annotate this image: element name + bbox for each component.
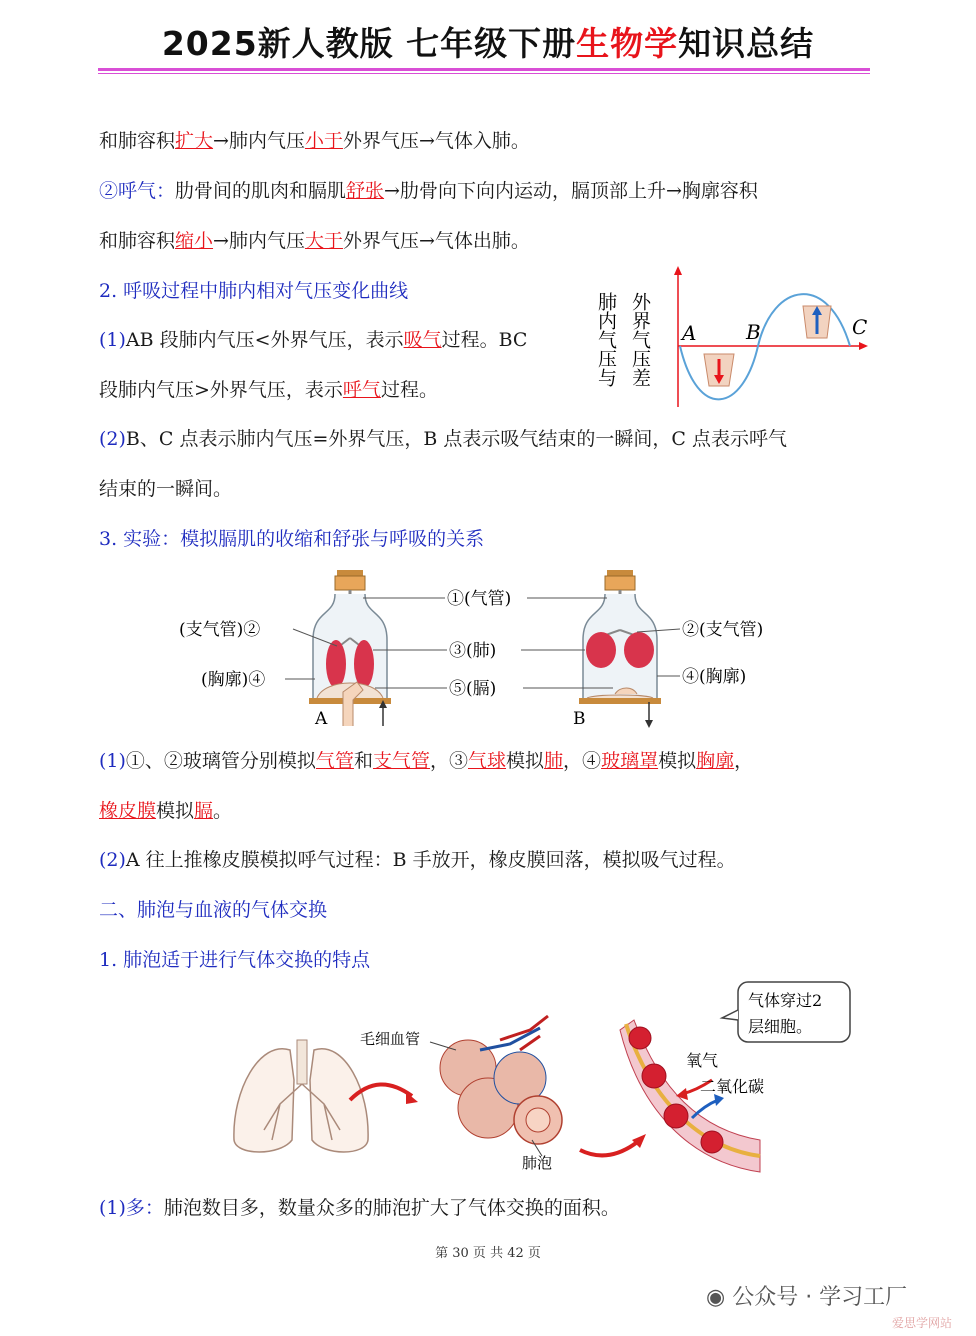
section3-p1-line1: (1)①、②玻璃管分别模拟气管和支气管，③气球模拟肺，④玻璃罩模拟胸廓， <box>99 750 754 772</box>
site-watermark: 爱思学网站 <box>892 1316 953 1330</box>
section2-p2-line1: (2)B、C 点表示肺内气压=外界气压，B 点表示吸气结束的一瞬间，C 点表示呼气 <box>99 428 787 450</box>
curve-ylabel-2: 外界气压差 <box>629 292 651 387</box>
pressure-curve-figure <box>588 262 878 412</box>
point-c-label: C <box>852 315 868 339</box>
curve-ylabel-1: 肺内气压与 <box>595 292 617 387</box>
part2-heading: 二、肺泡与血液的气体交换 <box>99 899 328 921</box>
jar-a-label: A <box>315 709 328 729</box>
page-number: 第 30 页 共 42 页 <box>435 1246 541 1261</box>
inhale-line: 和肺容积扩大→肺内气压小于外界气压→气体入肺。 <box>99 130 530 152</box>
point-a-label: A <box>682 321 697 345</box>
section2-p1-line2: 段肺内气压>外界气压，表示呼气过程。 <box>99 379 438 401</box>
label-diaphragm: ⑤(膈) <box>449 679 497 699</box>
part2-p1: (1)多：肺泡数目多，数量众多的肺泡扩大了气体交换的面积。 <box>99 1197 620 1219</box>
y-axis-arrow <box>674 266 682 275</box>
label-thorax-left: (胸廓)④ <box>201 670 266 690</box>
bubble-line-1: 气体穿过2 <box>748 991 823 1010</box>
page-title: 2025新人教版 七年级下册生物学知识总结 <box>161 24 815 63</box>
section3-p1-line2: 橡皮膜模拟膈。 <box>99 800 233 822</box>
speech-bubble-tail <box>722 1010 738 1020</box>
co2-arrow-icon <box>692 1100 718 1118</box>
section3-p2: (2)A 往上推橡皮膜模拟呼气过程：B 手放开，橡皮膜回落，模拟吸气过程。 <box>99 849 736 871</box>
lungs-illustration <box>234 1040 368 1152</box>
label-alveolus: 肺泡 <box>522 1154 553 1172</box>
wechat-icon: ◉ <box>706 1285 726 1310</box>
watermark: ◉ 公众号 · 学习工厂 <box>706 1285 908 1310</box>
arrow-icon <box>580 1140 640 1155</box>
jar-b-label: B <box>573 709 586 729</box>
exhale-line-2: 和肺容积缩小→肺内气压大于外界气压→气体出肺。 <box>99 230 530 252</box>
label-capillary: 毛细血管 <box>360 1030 421 1048</box>
section2-heading: 2. 呼吸过程中肺内相对气压变化曲线 <box>99 280 409 302</box>
title-divider <box>98 68 870 71</box>
part2-subheading: 1. 肺泡适于进行气体交换的特点 <box>99 949 371 971</box>
section2-p2-line2: 结束的一瞬间。 <box>99 478 233 500</box>
x-axis-arrow <box>859 342 868 350</box>
label-co2: 二氧化碳 <box>700 1077 765 1096</box>
jar-b <box>579 570 661 728</box>
jar-a <box>309 570 391 726</box>
capillary-detail <box>620 1020 760 1172</box>
label-oxygen: 氧气 <box>686 1051 719 1070</box>
alveoli-cluster <box>440 1016 562 1144</box>
label-thorax-right: ④(胸廓) <box>682 667 747 687</box>
bell-jar-figure <box>175 566 805 736</box>
label-trachea: ①(气管) <box>447 589 512 609</box>
point-b-label: B <box>746 320 761 344</box>
alveolus-figure <box>220 980 870 1180</box>
label-bronchus-right: ②(支气管) <box>682 620 764 640</box>
section3-heading: 3. 实验：模拟膈肌的收缩和舒张与呼吸的关系 <box>99 528 485 550</box>
label-lung: ③(肺) <box>449 641 497 661</box>
label-bronchus-left: (支气管)② <box>179 620 261 640</box>
title-divider-thin <box>98 73 870 74</box>
exhale-line-1: ②呼气：肋骨间的肌肉和膈肌舒张→肋骨向下向内运动，膈顶部上升→胸廓容积 <box>99 180 758 202</box>
section2-p1-line1: (1)AB 段肺内气压<外界气压，表示吸气过程。BC <box>99 329 528 351</box>
bubble-line-2: 层细胞。 <box>748 1017 813 1036</box>
